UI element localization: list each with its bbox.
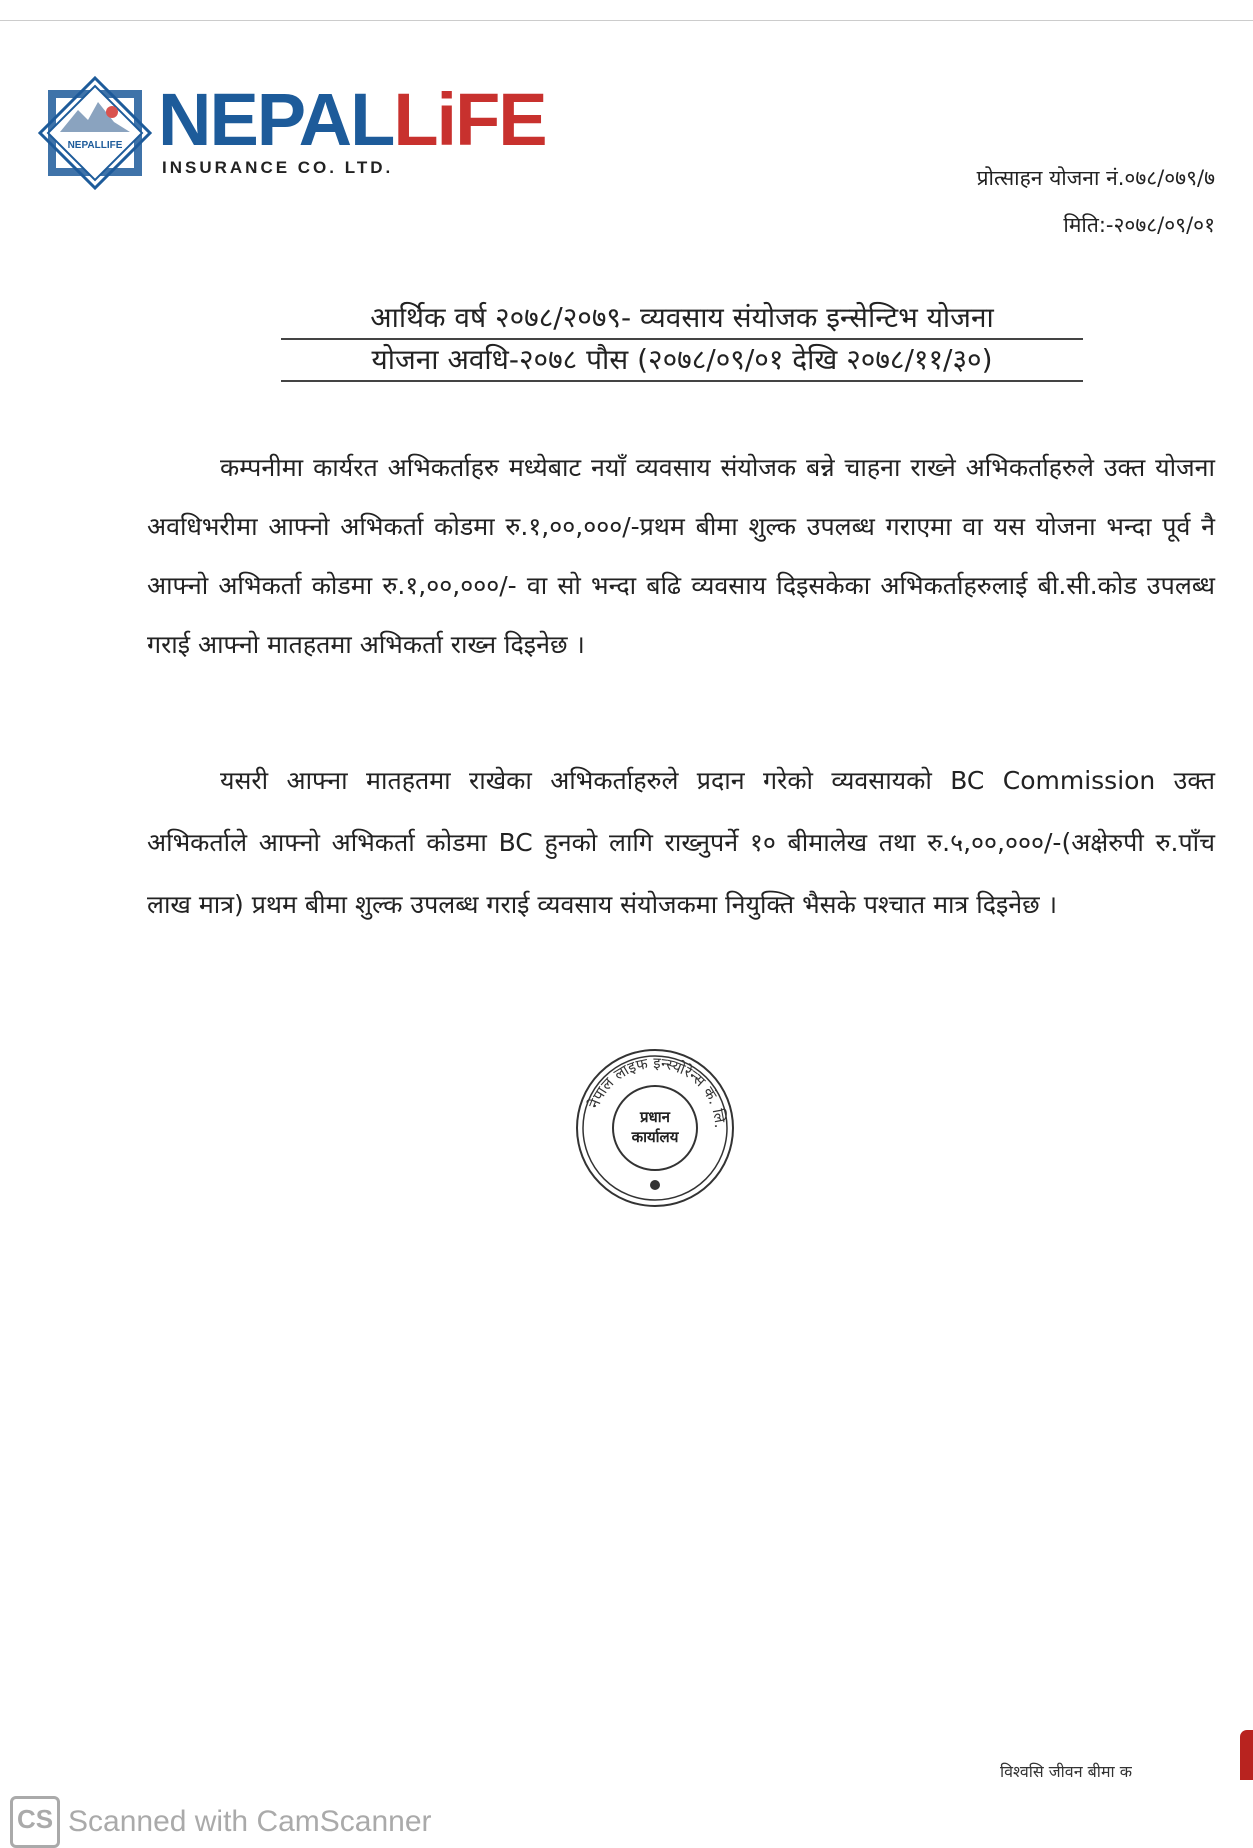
scan-edge-line	[0, 20, 1253, 21]
stamp-center-line-1: प्रधान	[640, 1108, 670, 1126]
title-line-1: आर्थिक वर्ष २०७८/२०७९- व्यवसाय संयोजक इन्सेन्टिभ योजना	[281, 298, 1083, 340]
brand-name-nepal: NEPAL	[158, 78, 394, 161]
brand-subtitle: INSURANCE CO. LTD.	[162, 158, 394, 177]
office-stamp	[572, 1045, 738, 1211]
svg-text:नेपाल लाइफ इन्स्योरेन्स कं. लि: नेपाल लाइफ इन्स्योरेन्स कं. लि.	[584, 1053, 730, 1129]
body-paragraph-1: कम्पनीमा कार्यरत अभिकर्ताहरु मध्येबाट नयाँ व्यवसाय संयोजक बन्ने चाहना राख्ने अभिकर्ताहरुले उक्त योजना अवधिभरीमा आफ्नो अभिकर्ता कोडमा रु.१,००,०००/-प्रथम बीमा शुल्क उपलब्ध गराएमा वा यस योजना भन्दा पूर्व नै आफ्नो अभिकर्ता कोडमा रु.१,००,०००/- वा सो भन्दा बढि व्यवसाय दिइसकेका अभिकर्ताहरुलाई बी.सी.कोड उपलब्ध गराई आफ्नो मातहतमा अभिकर्ता राख्न दिइनेछ ।	[147, 453, 1215, 659]
reference-number: प्रोत्साहन योजना नं.०७८/०७९/७	[976, 166, 1215, 190]
document-date: मिति:-२०७८/०९/०१	[1063, 213, 1215, 237]
brand-name-life: LiFE	[393, 78, 546, 161]
camscanner-logo-icon: CS	[10, 1796, 60, 1848]
nepal-life-logo-icon	[38, 76, 152, 190]
footer-partial-text: विश्वसि जीवन बीमा क	[1000, 1762, 1133, 1778]
svg-text:NEPALLIFE: NEPALLIFE	[67, 140, 123, 151]
camscanner-text: Scanned with CamScanner	[68, 1805, 432, 1838]
brand-name	[158, 80, 546, 160]
camscanner-watermark	[10, 1796, 432, 1848]
stamp-center-line-2: कार्यालय	[631, 1128, 679, 1146]
brand-figure-icon	[1240, 1730, 1253, 1780]
body-paragraph-2: यसरी आफ्ना मातहतमा राखेका अभिकर्ताहरुले प्रदान गरेको व्यवसायको BC Commission उक्त अभिकर्ताले आफ्नो अभिकर्ता कोडमा BC हुनको लागि राख्नुपर्ने १० बीमालेख तथा रु.५,००,०००/-(अक्षेरुपी रु.पाँच लाख मात्र) प्रथम बीमा शुल्क उपलब्ध गराई व्यवसाय संयोजकमा नियुक्ति भैसके पश्चात मात्र दिइनेछ ।	[147, 766, 1215, 919]
title-line-2: योजना अवधि-२०७८ पौस (२०७८/०९/०१ देखि २०७८/११/३०)	[281, 340, 1083, 382]
